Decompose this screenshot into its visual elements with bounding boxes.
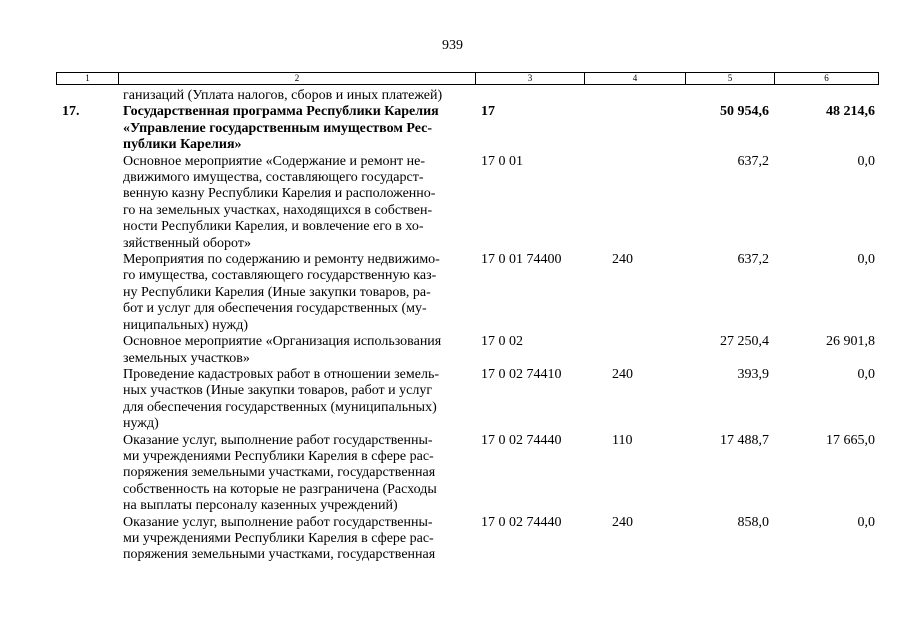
row-expense-type: 240 xyxy=(612,514,633,530)
row-amount-1: 858,0 xyxy=(737,514,769,530)
description-line: Основное мероприятие «Организация использования xyxy=(123,334,442,350)
table-body xyxy=(56,88,879,564)
header-col-4: 4 xyxy=(585,73,686,84)
table-row xyxy=(56,88,879,104)
table-row xyxy=(56,367,879,433)
row-number: 17. xyxy=(62,104,80,120)
table-row xyxy=(56,433,879,515)
row-expense-type: 240 xyxy=(612,366,633,382)
row-description xyxy=(123,154,473,252)
row-description xyxy=(123,515,473,564)
description-line: ми учреждениями Республики Карелия в сфере рас- xyxy=(123,530,434,546)
description-line: ганизаций (Уплата налогов, сборов и иных платежей) xyxy=(123,88,443,103)
row-code: 17 xyxy=(481,104,495,120)
row-description xyxy=(123,334,473,367)
row-expense-type: 240 xyxy=(612,252,633,268)
header-col-3: 3 xyxy=(476,73,585,84)
description-line: ну Республики Карелия (Иные закупки товаров, ра- xyxy=(123,284,431,300)
row-description xyxy=(123,88,473,104)
table-row xyxy=(56,252,879,334)
description-line: зяйственный оборот» xyxy=(123,235,251,251)
row-code: 17 0 01 74400 xyxy=(481,252,562,268)
row-code: 17 0 02 74440 xyxy=(481,432,562,448)
row-amount-1: 27 250,4 xyxy=(720,334,769,350)
description-line: Оказание услуг, выполнение работ государственны- xyxy=(123,514,433,530)
description-line: ниципальных) нужд) xyxy=(123,317,248,333)
row-amount-2: 17 665,0 xyxy=(826,432,875,448)
table-row xyxy=(56,104,879,153)
description-line: нужд) xyxy=(123,416,159,432)
row-amount-1: 637,2 xyxy=(737,252,769,268)
row-amount-1: 637,2 xyxy=(737,153,769,169)
row-description xyxy=(123,433,473,515)
description-line: ности Республики Карелия, и вовлечение его в хо- xyxy=(123,219,424,235)
description-line: земельных участков» xyxy=(123,350,250,366)
header-col-2: 2 xyxy=(119,73,476,84)
table-row xyxy=(56,515,879,564)
row-description xyxy=(123,367,473,433)
description-line: Оказание услуг, выполнение работ государственны- xyxy=(123,432,433,448)
header-col-6: 6 xyxy=(824,73,829,83)
description-line: поряжения земельными участками, государственная xyxy=(123,465,436,481)
description-line: для обеспечения государственных (муниципальных) xyxy=(123,399,437,415)
description-line: «Управление государственным имуществом Рес- xyxy=(123,120,433,136)
description-line: бот и услуг для обеспечения государственных (му- xyxy=(123,301,427,317)
header-col-1: 1 xyxy=(57,73,119,84)
description-line: го на земельных участках, находящихся в собствен- xyxy=(123,202,433,218)
row-description xyxy=(123,252,473,334)
description-line: на выплаты персоналу казенных учреждений) xyxy=(123,498,398,514)
row-description xyxy=(123,104,473,153)
description-line: го имущества, составляющего государственную каз- xyxy=(123,268,437,284)
row-amount-2: 0,0 xyxy=(857,366,875,382)
row-code: 17 0 01 xyxy=(481,153,523,169)
row-code: 17 0 02 74410 xyxy=(481,366,562,382)
row-amount-2: 0,0 xyxy=(857,252,875,268)
description-line: Проведение кадастровых работ в отношении земель- xyxy=(123,366,439,382)
row-amount-2: 26 901,8 xyxy=(826,334,875,350)
row-amount-1: 17 488,7 xyxy=(720,432,769,448)
description-line: публики Карелия» xyxy=(123,137,242,153)
description-line: ных участков (Иные закупки товаров, работ и услуг xyxy=(123,383,433,399)
page-number: 939 xyxy=(442,38,463,53)
description-line: Государственная программа Республики Карелия xyxy=(123,104,439,120)
row-amount-2: 0,0 xyxy=(857,153,875,169)
row-amount-2: 48 214,6 xyxy=(826,104,875,120)
table-row xyxy=(56,334,879,367)
row-amount-1: 50 954,6 xyxy=(720,104,769,120)
row-amount-1: 393,9 xyxy=(737,366,769,382)
description-line: Мероприятия по содержанию и ремонту недвижимо- xyxy=(123,252,440,268)
description-line: венную казну Республики Карелия и расположенно- xyxy=(123,186,436,202)
table-header xyxy=(56,72,879,85)
header-col-5: 5 xyxy=(686,73,775,84)
row-amount-2: 0,0 xyxy=(857,514,875,530)
row-code: 17 0 02 xyxy=(481,334,523,350)
description-line: поряжения земельными участками, государственная xyxy=(123,547,436,563)
row-expense-type: 110 xyxy=(612,432,633,448)
description-line: собственность на которые не разграничена (Расходы xyxy=(123,481,437,497)
table-row xyxy=(56,154,879,252)
description-line: движимого имущества, составляющего государст- xyxy=(123,170,424,186)
row-code: 17 0 02 74440 xyxy=(481,514,562,530)
description-line: ми учреждениями Республики Карелия в сфере рас- xyxy=(123,448,434,464)
description-line: Основное мероприятие «Содержание и ремонт не- xyxy=(123,153,426,169)
